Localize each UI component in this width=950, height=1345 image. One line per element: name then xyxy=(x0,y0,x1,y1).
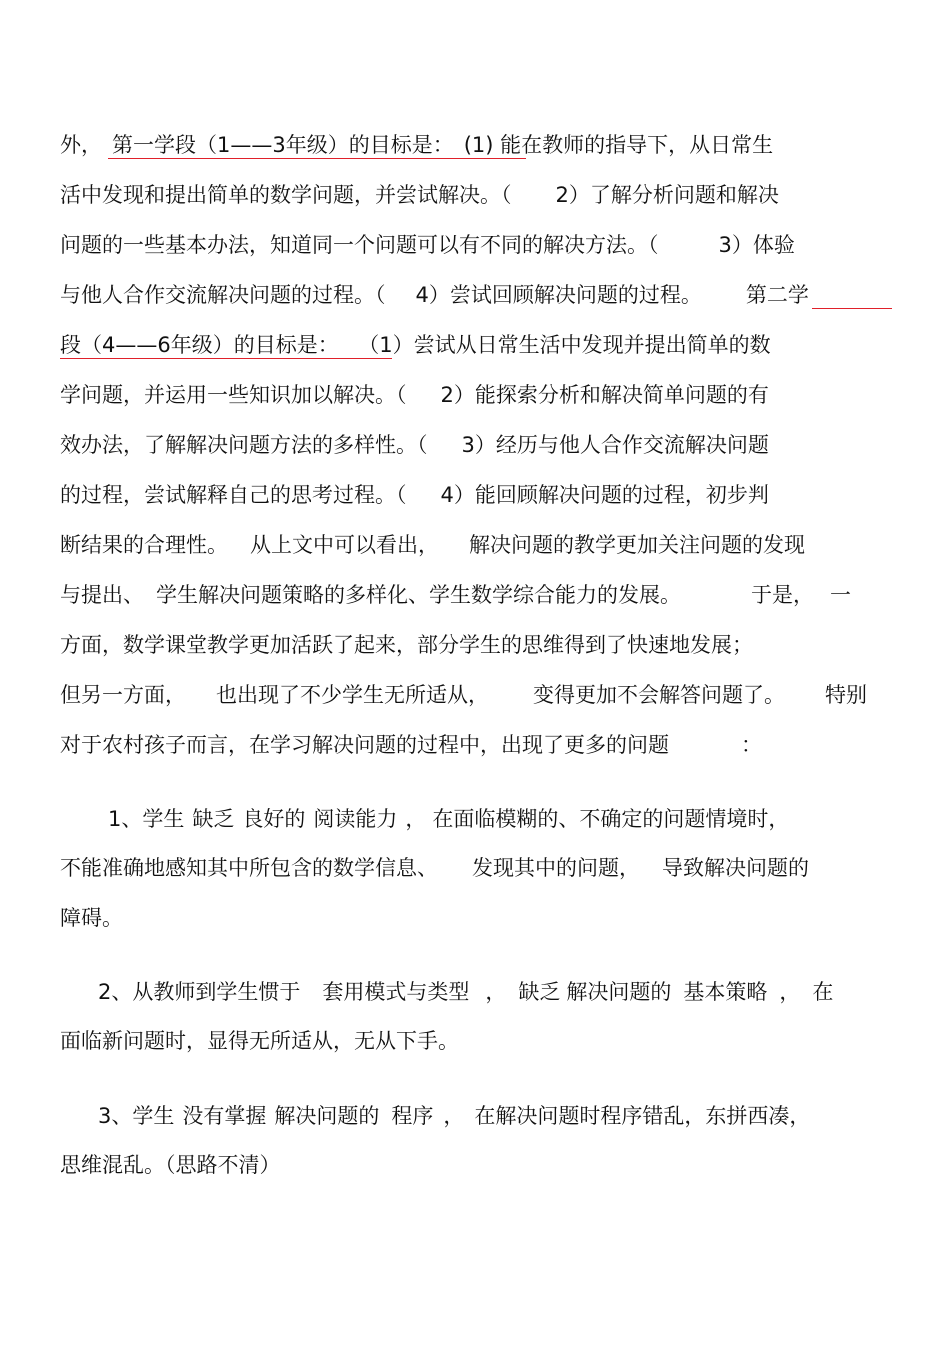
text-segment: 学生解决问题策略的多样化、学生数学综合能力的发展。 xyxy=(156,583,681,607)
paragraph1-line-2 xyxy=(60,181,900,209)
text-segment: 从上文中可以看出， xyxy=(250,533,439,557)
paragraph1-line-11 xyxy=(60,631,900,659)
text-segment: 3）体验 xyxy=(718,233,795,257)
text-segment: 特别 xyxy=(825,683,867,707)
text-segment: 2）能探索分析和解决简单问题的有 xyxy=(440,383,769,407)
text-segment: 在解决问题时程序错乱，东拼西凑， xyxy=(474,1104,811,1128)
red-underline xyxy=(108,158,526,159)
item2-line-1 xyxy=(98,978,938,1006)
text-segment: 2、从教师到学生惯于 xyxy=(98,980,301,1004)
text-segment: 障碍。 xyxy=(60,906,123,930)
text-segment: 基本策略 xyxy=(683,980,768,1004)
text-segment: 与他人合作交流解决问题的过程。（ xyxy=(60,283,386,307)
text-segment: 段（4——6年级）的目标是： xyxy=(60,333,339,357)
text-segment: ， xyxy=(443,1104,465,1128)
text-segment: 变得更加不会解答问题了。 xyxy=(533,683,785,707)
item2-line-2 xyxy=(60,1027,900,1055)
paragraph1-line-10 xyxy=(60,581,900,609)
text-segment: 对于农村孩子而言，在学习解决问题的过程中，出现了更多的问题 xyxy=(60,733,669,757)
text-segment: ， xyxy=(779,980,801,1004)
text-segment: 第一学段（1——3年级）的目标是： xyxy=(112,133,454,157)
text-segment: 解决问题的 xyxy=(566,980,672,1004)
text-segment: 在 xyxy=(812,980,834,1004)
text-segment: 发现其中的问题， xyxy=(472,856,640,880)
red-underline xyxy=(60,358,392,359)
text-segment: 第二学 xyxy=(745,283,809,307)
item1-line-2 xyxy=(60,854,900,882)
text-segment: ， xyxy=(405,807,427,831)
text-segment: ： xyxy=(741,733,762,757)
text-segment: 套用模式与类型 xyxy=(322,980,470,1004)
text-segment: 活中发现和提出简单的数学问题，并尝试解决。（ xyxy=(60,183,512,207)
text-segment: 效办法，了解解决问题方法的多样性。（ xyxy=(60,433,428,457)
text-segment: 不能准确地感知其中所包含的数学信息、 xyxy=(60,856,438,880)
text-segment: 3）经历与他人合作交流解决问题 xyxy=(461,433,769,457)
text-segment: 也出现了不少学生无所适从， xyxy=(216,683,489,707)
text-segment: 与提出、 xyxy=(60,583,144,607)
text-segment: 于是， xyxy=(751,583,814,607)
paragraph1-line-3 xyxy=(60,231,900,259)
text-segment: 面临新问题时，显得无所适从，无从下手。 xyxy=(60,1029,459,1053)
item1-line-1 xyxy=(108,805,948,833)
item3-line-1 xyxy=(98,1102,938,1130)
paragraph1-line-8 xyxy=(60,481,900,509)
text-segment: 解决问题的教学更加关注问题的发现 xyxy=(469,533,805,557)
paragraph1-line-1 xyxy=(60,131,900,159)
paragraph1-line-13 xyxy=(60,731,900,759)
text-segment: 方面，数学课堂教学更加活跃了起来，部分学生的思维得到了快速地发展； xyxy=(60,633,753,657)
text-segment: 解决问题的 xyxy=(274,1104,380,1128)
text-segment: 学问题，并运用一些知识加以解决。（ xyxy=(60,383,407,407)
text-segment: 一 xyxy=(830,583,851,607)
item1-line-3 xyxy=(60,904,900,932)
text-segment: 阅读能力 xyxy=(313,807,398,831)
text-segment: 2）了解分析问题和解决 xyxy=(555,183,779,207)
text-segment: 3、学生 xyxy=(98,1104,175,1128)
paragraph1-line-9 xyxy=(60,531,900,559)
text-segment: 良好的 xyxy=(242,807,306,831)
paragraph1-line-4 xyxy=(60,281,900,309)
paragraph1-line-5 xyxy=(60,331,900,359)
text-segment: 1、学生 xyxy=(108,807,185,831)
text-segment: 缺乏 xyxy=(518,980,561,1004)
paragraph1-line-12 xyxy=(60,681,900,709)
text-segment: 的过程，尝试解释自己的思考过程。（ xyxy=(60,483,407,507)
text-segment: 外， xyxy=(60,133,102,157)
text-segment: 在面临模糊的、不确定的问题情境时， xyxy=(432,807,790,831)
text-segment: 4）尝试回顾解决问题的过程。 xyxy=(415,283,702,307)
text-segment: 4）能回顾解决问题的过程，初步判 xyxy=(440,483,769,507)
red-underline xyxy=(812,308,892,309)
text-segment: 程序 xyxy=(391,1104,434,1128)
text-segment: 思维混乱。（思路不清） xyxy=(60,1153,281,1177)
text-segment: (1) 能在教师的指导下，从日常生 xyxy=(463,133,774,157)
item3-line-2 xyxy=(60,1151,900,1179)
text-segment: 但另一方面， xyxy=(60,683,186,707)
paragraph1-line-6 xyxy=(60,381,900,409)
text-segment: 没有掌握 xyxy=(182,1104,267,1128)
paragraph1-line-7 xyxy=(60,431,900,459)
text-segment: 缺乏 xyxy=(192,807,235,831)
text-segment: 问题的一些基本办法，知道同一个问题可以有不同的解决方法。（ xyxy=(60,233,659,257)
text-segment: （1）尝试从日常生活中发现并提出简单的数 xyxy=(368,333,771,357)
text-segment: 断结果的合理性。 xyxy=(60,533,228,557)
text-segment: 导致解决问题的 xyxy=(662,856,809,880)
text-segment: ， xyxy=(485,980,507,1004)
